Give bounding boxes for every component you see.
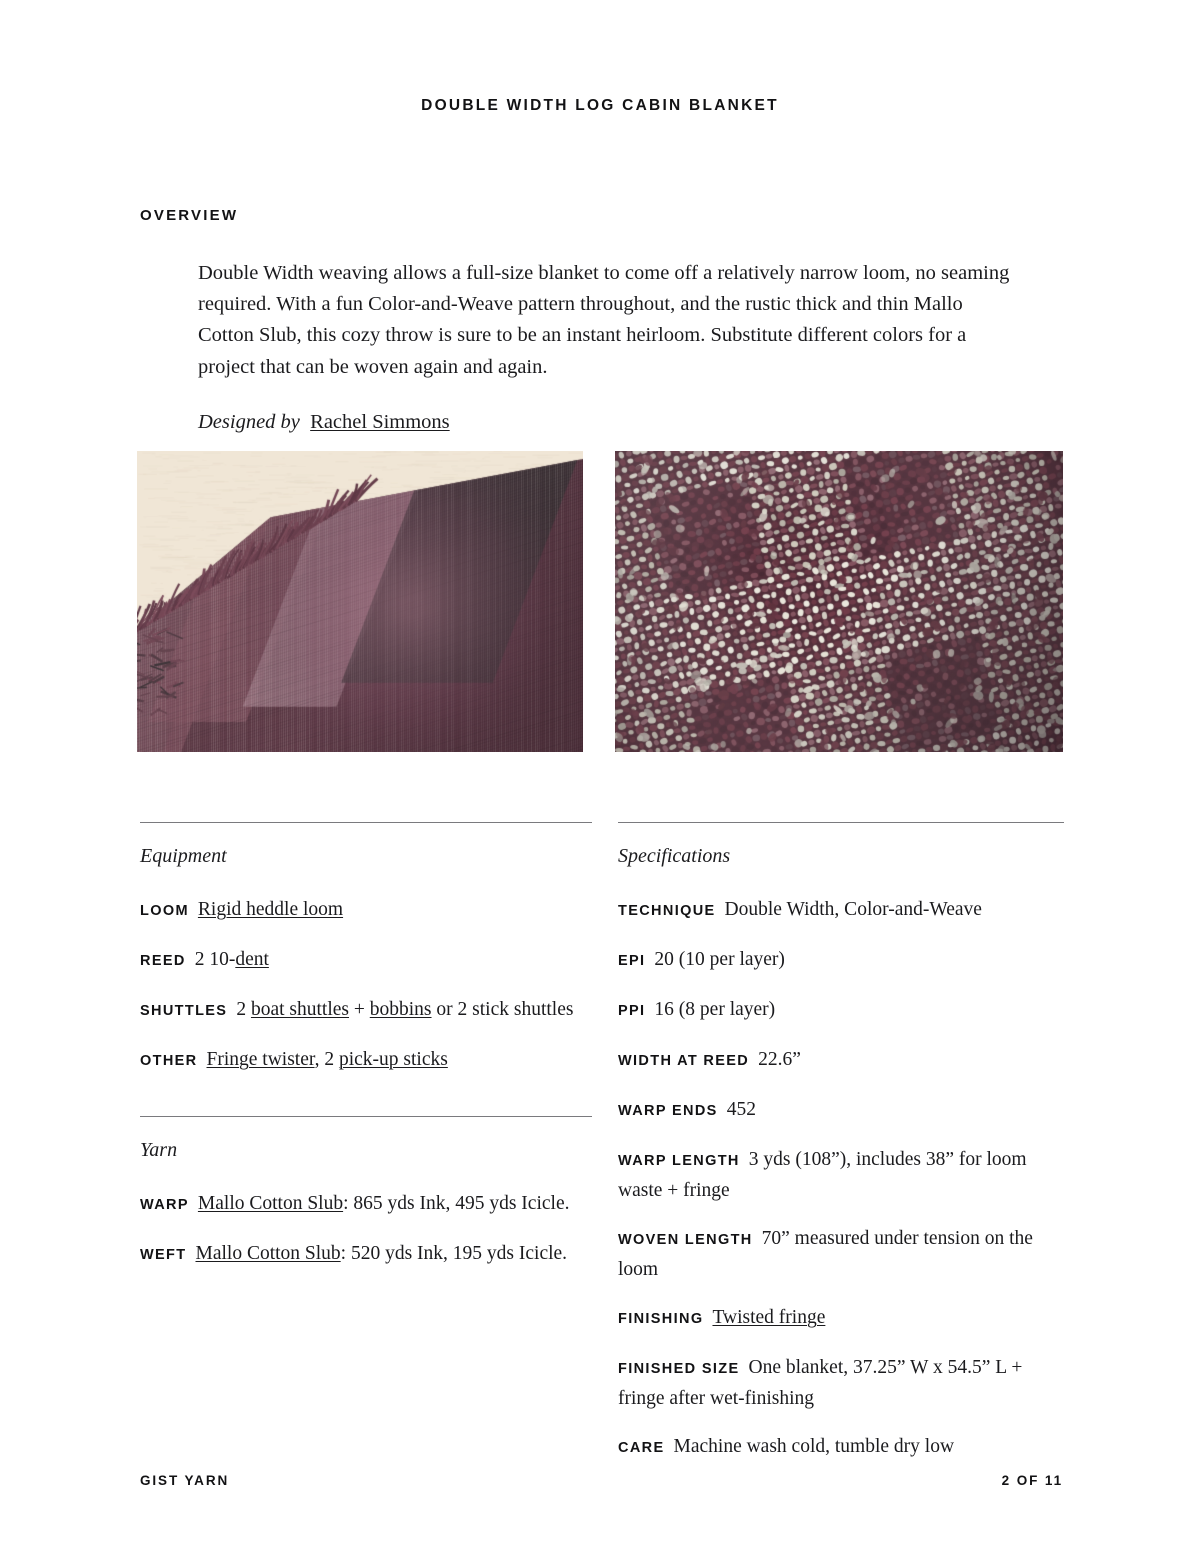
spec-key: EPI [618, 953, 646, 969]
spec-key: WEFT [140, 1247, 187, 1263]
spec-key: TECHNIQUE [618, 903, 716, 919]
specification-row [618, 1303, 1064, 1334]
spec-value: 22.6” [758, 1049, 801, 1070]
spec-value: 2 boat shuttles + bobbins or 2 stick shuttles [236, 999, 574, 1020]
divider [618, 822, 1064, 823]
spec-value: Mallo Cotton Slub: 520 yds Ink, 195 yds Icicle. [195, 1243, 568, 1264]
equipment-row [140, 995, 592, 1026]
spec-value: 20 (10 per layer) [654, 949, 785, 970]
designed-by-label: Designed by [198, 410, 300, 433]
spec-key: PPI [618, 1003, 646, 1019]
equipment-column [140, 822, 592, 1270]
specification-row [618, 995, 1064, 1026]
yarn-row [140, 1189, 592, 1220]
specification-row [618, 1095, 1064, 1126]
section-heading-overview: OVERVIEW [140, 207, 239, 224]
overview-body [198, 258, 1010, 438]
spec-value: 70” measured under tension on the loom [618, 1228, 1033, 1280]
spec-value: Double Width, Color-and-Weave [724, 899, 982, 920]
inline-link[interactable]: Rigid heddle loom [197, 899, 344, 920]
spec-key: FINISHED SIZE [618, 1361, 740, 1377]
yarn-list [140, 1189, 592, 1270]
equipment-row [140, 895, 592, 926]
inline-link[interactable]: Mallo Cotton Slub [197, 1193, 344, 1214]
spec-key: WIDTH AT REED [618, 1053, 750, 1069]
spec-key: CARE [618, 1440, 665, 1456]
specification-row [618, 1145, 1064, 1205]
equipment-row [140, 1045, 592, 1076]
folded-blanket-photo [137, 451, 583, 752]
spec-key: SHUTTLES [140, 1003, 228, 1019]
spec-key: WARP ENDS [618, 1103, 718, 1119]
divider [140, 1116, 592, 1117]
group-title-specifications: Specifications [618, 845, 731, 867]
inline-link[interactable]: boat shuttles [250, 999, 350, 1020]
page-title: DOUBLE WIDTH LOG CABIN BLANKET [421, 97, 779, 114]
inline-link[interactable]: Fringe twister [206, 1049, 315, 1070]
divider [140, 822, 592, 823]
yarn-row [140, 1239, 592, 1270]
inline-link[interactable]: Twisted fringe [712, 1307, 826, 1328]
spec-value: 2 10-dent [194, 949, 269, 970]
group-title-yarn: Yarn [140, 1139, 178, 1161]
specification-row [618, 1353, 1064, 1413]
spec-key: WOVEN LENGTH [618, 1232, 753, 1248]
spec-value: One blanket, 37.25” W x 54.5” L + fringe after wet-finishing [618, 1357, 1023, 1409]
spec-key: OTHER [140, 1053, 198, 1069]
equipment-list [140, 895, 592, 1076]
inline-link[interactable]: bobbins [369, 999, 432, 1020]
specification-row [618, 1224, 1064, 1284]
spec-key: FINISHING [618, 1311, 704, 1327]
inline-link[interactable]: Mallo Cotton Slub [195, 1243, 341, 1264]
spec-value [712, 1307, 825, 1328]
specification-row [618, 1045, 1064, 1076]
spec-value: 452 [726, 1099, 756, 1120]
spec-value: Fringe twister, 2 pick-up sticks [206, 1049, 448, 1070]
designer-credit [198, 407, 1010, 438]
spec-value: Mallo Cotton Slub: 865 yds Ink, 495 yds Icicle. [197, 1193, 570, 1214]
spec-key: WARP LENGTH [618, 1153, 740, 1169]
specification-row [618, 895, 1064, 926]
spec-value [198, 899, 343, 920]
spec-key: WARP [140, 1197, 189, 1213]
spec-key: REED [140, 953, 186, 969]
specifications-column [618, 822, 1064, 1463]
spec-value: Machine wash cold, tumble dry low [673, 1436, 955, 1457]
inline-link[interactable]: dent [235, 949, 269, 970]
inline-link[interactable]: pick-up sticks [338, 1049, 448, 1070]
weave-detail-photo [615, 451, 1063, 752]
group-title-equipment: Equipment [140, 845, 227, 867]
specifications-list [618, 895, 1064, 1463]
spec-value: 3 yds (108”), includes 38” for loom waste + fringe [618, 1149, 1027, 1201]
specification-row [618, 1432, 1064, 1463]
yarn-block [140, 1116, 592, 1270]
footer-page-number: 2 OF 11 [1001, 1473, 1063, 1488]
page-footer [140, 1473, 1063, 1488]
overview-paragraph: Double Width weaving allows a full-size blanket to come off a relatively narrow loom, no seaming required. With a fun Color-and-Weave pattern throughout, and the rustic thick and thin Mallo Cotton Slub, this cozy throw is sure to be an instant heirloom. Substitute different colors for a project that can be woven again and again. [198, 262, 1010, 378]
spec-key: LOOM [140, 903, 189, 919]
spec-value: 16 (8 per layer) [654, 999, 776, 1020]
specification-row [618, 945, 1064, 976]
designer-link[interactable]: Rachel Simmons [310, 410, 450, 433]
equipment-row [140, 945, 592, 976]
footer-brand: GIST YARN [140, 1473, 230, 1488]
